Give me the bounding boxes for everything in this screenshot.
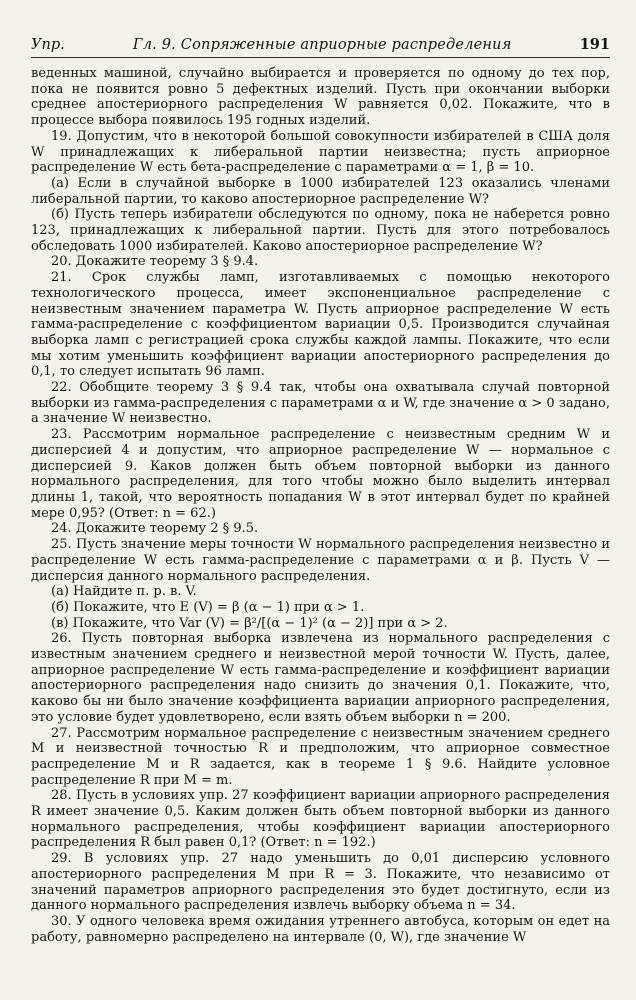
exercise-19-part-b: (б) Пусть теперь избиратели обследуются по одному, пока не наберется ровно 123, принадлежащих к либеральной партии. Пусть для этого потребовалось обследовать 1000 избирателей. Каково апостериорное распределение W?	[31, 207, 610, 254]
exercise-22: 22. Обобщите теорему 3 § 9.4 так, чтобы она охватывала случай повторной выборки из гамма-распределения с параметрами α и W, где значение α > 0 задано, а значение W неизвестно.	[31, 380, 610, 427]
exercise-20: 20. Докажите теорему 3 § 9.4.	[51, 254, 259, 270]
exercise-28: 28. Пусть в условиях упр. 27 коэффициент вариации априорного распределения R имеет значение 0,5. Каким должен быть объем повторной выборки из данного нормального распределения, чтобы коэффициент вариации апостериорного распределения R был равен 0,1? (Ответ: n = 192.)	[31, 788, 610, 851]
paragraph-continuation: веденных машиной, случайно выбирается и проверяется по одному до тех пор, пока не появится ровно 5 дефектных изделий. Пусть при окончании выборки среднее апостериорного распределения W равняется 0,02. Покажите, что в процессе выбора появилось 195 годных изделий.	[31, 66, 610, 129]
page-number: 191	[579, 36, 610, 53]
running-header	[31, 36, 610, 58]
header-section-label: Упр.	[31, 37, 65, 53]
exercise-29: 29. В условиях упр. 27 надо уменьшить до 0,01 дисперсию условного апостериорного распределения M при R = 3. Покажите, что независимо от значений параметров априорного распределения это будет достигнуто, если из данного нормального распределения извлечь выборку объема n = 34.	[31, 851, 610, 914]
exercise-25-part-b: (б) Покажите, что E (V) = β (α − 1) при α > 1.	[51, 599, 365, 615]
exercise-19: 19. Допустим, что в некоторой большой совокупности избирателей в США доля W принадлежащих к либеральной партии неизвестна; пусть априорное распределение W есть бета-распределение с параметрами α = 1, β = 10.	[31, 128, 610, 176]
exercise-19-part-a: (а) Если в случайной выборке в 1000 избирателей 123 оказались членами либеральной партии, то каково апостериорное распределение W?	[31, 175, 610, 207]
exercise-25-part-c: (в) Покажите, что Var (V) = β²/[(α − 1)² (α − 2)] при α > 2.	[51, 615, 448, 631]
exercise-23: 23. Рассмотрим нормальное распределение с неизвестным средним W и дисперсией 4 и допустим, что априорное распределение W — нормальное с дисперсией 9. Каков должен быть объем повторной выборки из данного нормального распределения, для того чтобы можно было выделить интервал длины 1, такой, что вероятность попадания W в этот интервал будет по крайней мере 0,95? (Ответ: n = 62.)	[31, 427, 610, 521]
exercise-25: 25. Пусть значение меры точности W нормального распределения неизвестно и распределение W есть гамма-распределение с параметрами α и β. Пусть V — дисперсия данного нормального распределения.	[31, 537, 610, 584]
header-chapter-title: Гл. 9. Сопряженные априорные распределения	[132, 37, 512, 53]
page-body	[31, 66, 610, 945]
exercise-27: 27. Рассмотрим нормальное распределение с неизвестным значением среднего M и неизвестной точностью R и предположим, что априорное совместное распределение M и R задается, как в теореме 1 § 9.6. Найдите условное распределение R при M = m.	[31, 725, 610, 788]
exercise-21: 21. Срок службы ламп, изготавливаемых с помощью некоторого технологического процесса, имеет экспоненциальное распределение с неизвестным значением параметра W. Пусть априорное распределение W есть гамма-распределение с коэффициентом вариации 0,5. Производится случайная выборка ламп с регистрацией срока службы каждой лампы. Покажите, что если мы хотим уменьшить коэффициент вариации апостериорного распределения до 0,1, то следует испытать 96 ламп.	[31, 270, 610, 380]
exercise-25-part-a: (а) Найдите п. р. в. V.	[51, 584, 197, 600]
exercise-26: 26. Пусть повторная выборка извлечена из нормального распределения с известным значением среднего и неизвестной мерой точности W. Пусть, далее, априорное распределение W есть гамма-распределение и коэффициент вариации апостериорного распределения надо снизить до значения 0,1. Покажите, что, каково бы ни было значение коэффициента вариации априорного распределения, это условие будет удовлетворено, если взять объем выборки n = 200.	[31, 631, 610, 725]
exercise-30: 30. У одного человека время ожидания утреннего автобуса, которым он едет на работу, равномерно распределено на интервале (0, W), где значение W	[31, 913, 610, 945]
exercise-24: 24. Докажите теорему 2 § 9.5.	[51, 521, 259, 537]
